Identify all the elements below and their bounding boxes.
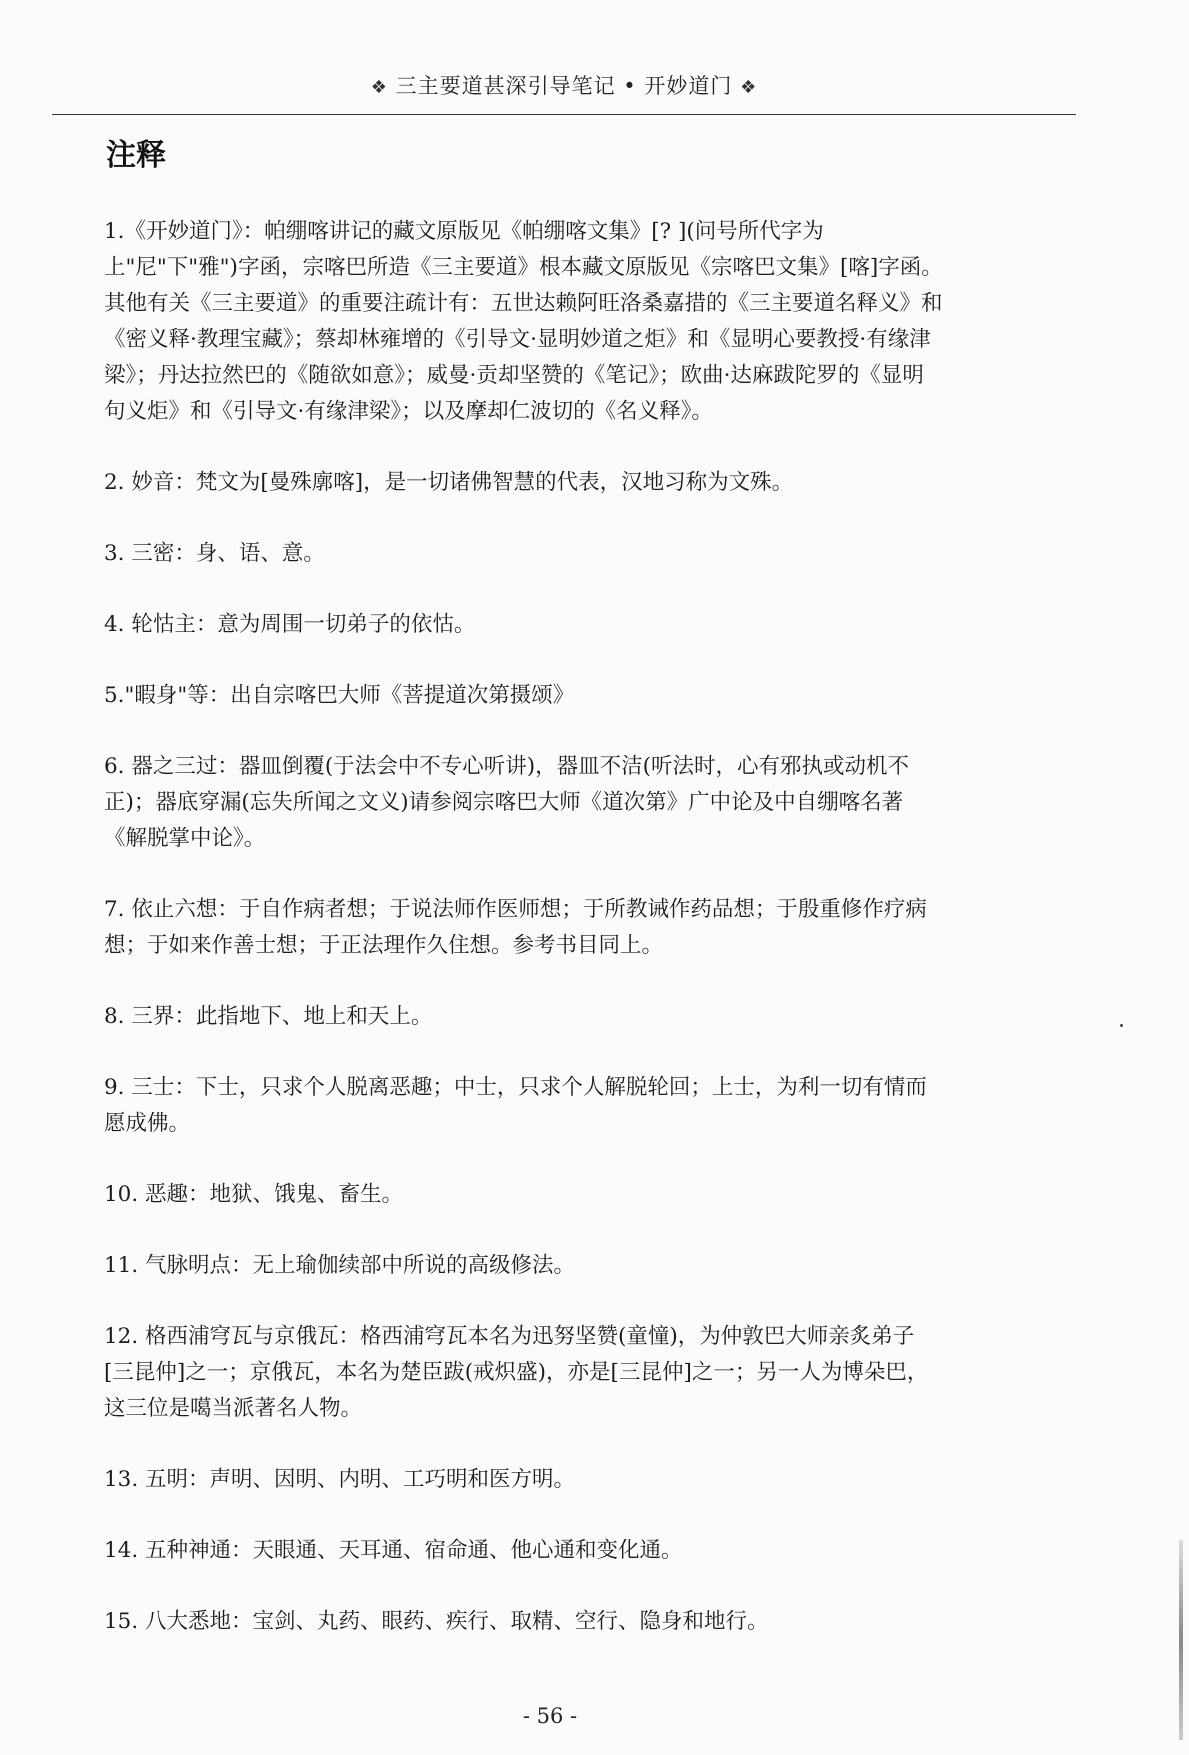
note-item: 2. 妙音：梵文为[曼殊廓喀]，是一切诸佛智慧的代表，汉地习称为文殊。 xyxy=(104,470,794,495)
note-item: 15. 八大悉地：宝剑、丸药、眼药、疾行、取精、空行、隐身和地行。 xyxy=(104,1609,769,1634)
header-rule xyxy=(52,114,1076,115)
note-item: 4. 轮怙主：意为周围一切弟子的依怙。 xyxy=(104,612,476,637)
note-item: 11. 气脉明点：无上瑜伽续部中所说的高级修法。 xyxy=(104,1253,576,1278)
scan-speck xyxy=(1120,1024,1123,1027)
ornament-left-icon: ❖ xyxy=(370,77,388,98)
running-header xyxy=(52,70,1076,100)
note-item: 14. 五种神通：天眼通、天耳通、宿命通、他心通和变化通。 xyxy=(104,1538,683,1563)
page-number: - 56 - xyxy=(522,1704,578,1728)
note-item: 1.《开妙道门》：帕绷喀讲记的藏文原版见《帕绷喀文集》[? ](问号所代字为上"尼"下"雅")字函，宗喀巴所造《三主要道》根本藏文原版见《宗喀巴文集》[喀]字函。其他有关《三主要道》的重要注疏计有：五世达赖阿旺洛桑嘉措的《三主要道名释义》和《密义释·教理宝藏》；蔡却林雍增的《引导文·显明妙道之炬》和《显明心要教授·有缘津梁》；丹达拉然巴的《随欲如意》；威曼·贡却坚赞的《笔记》；欧曲·达麻跋陀罗的《显明句义炬》和《引导文·有缘津梁》；以及摩却仁波切的《名义释》。 xyxy=(104,219,943,424)
note-item: 7. 依止六想：于自作病者想；于说法师作医师想；于所教诫作药品想；于殷重修作疗病想；于如来作善士想；于正法理作久住想。参考书目同上。 xyxy=(104,897,927,958)
note-item: 13. 五明：声明、因明、内明、工巧明和医方明。 xyxy=(104,1467,576,1492)
note-item: 3. 三密：身、语、意。 xyxy=(104,541,325,566)
scan-edge-mark xyxy=(1179,1540,1183,1740)
ornament-right-icon: ❖ xyxy=(740,77,758,98)
note-item: 12. 格西浦穹瓦与京俄瓦：格西浦穹瓦本名为迅努坚赞(童憧)，为仲敦巴大师亲炙弟子[三昆仲]之一；京俄瓦，本名为楚臣跋(戒炽盛)，亦是[三昆仲]之一；另一人为博朵巴，这三位是噶当派著名人物。 xyxy=(104,1324,929,1421)
note-item: 8. 三界：此指地下、地上和天上。 xyxy=(104,1004,433,1029)
note-item: 9. 三士：下士，只求个人脱离恶趣；中士，只求个人解脱轮回；上士，为利一切有情而愿成佛。 xyxy=(104,1075,927,1136)
section-title: 注释 xyxy=(106,138,166,173)
running-header-title: 三主要道甚深引导笔记 • 开妙道门 xyxy=(395,74,733,98)
notes-list xyxy=(104,214,944,1675)
note-item: 5."暇身"等：出自宗喀巴大师《菩提道次第摄颂》 xyxy=(104,683,575,708)
note-item: 6. 器之三过：器皿倒覆(于法会中不专心听讲)，器皿不洁(听法时，心有邪执或动机不正)；器底穿漏(忘失所闻之文义)请参阅宗喀巴大师《道次第》广中论及中自绷喀名著《解脱掌中论》。 xyxy=(104,754,910,851)
note-item: 10. 恶趣：地狱、饿鬼、畜生。 xyxy=(104,1182,404,1207)
